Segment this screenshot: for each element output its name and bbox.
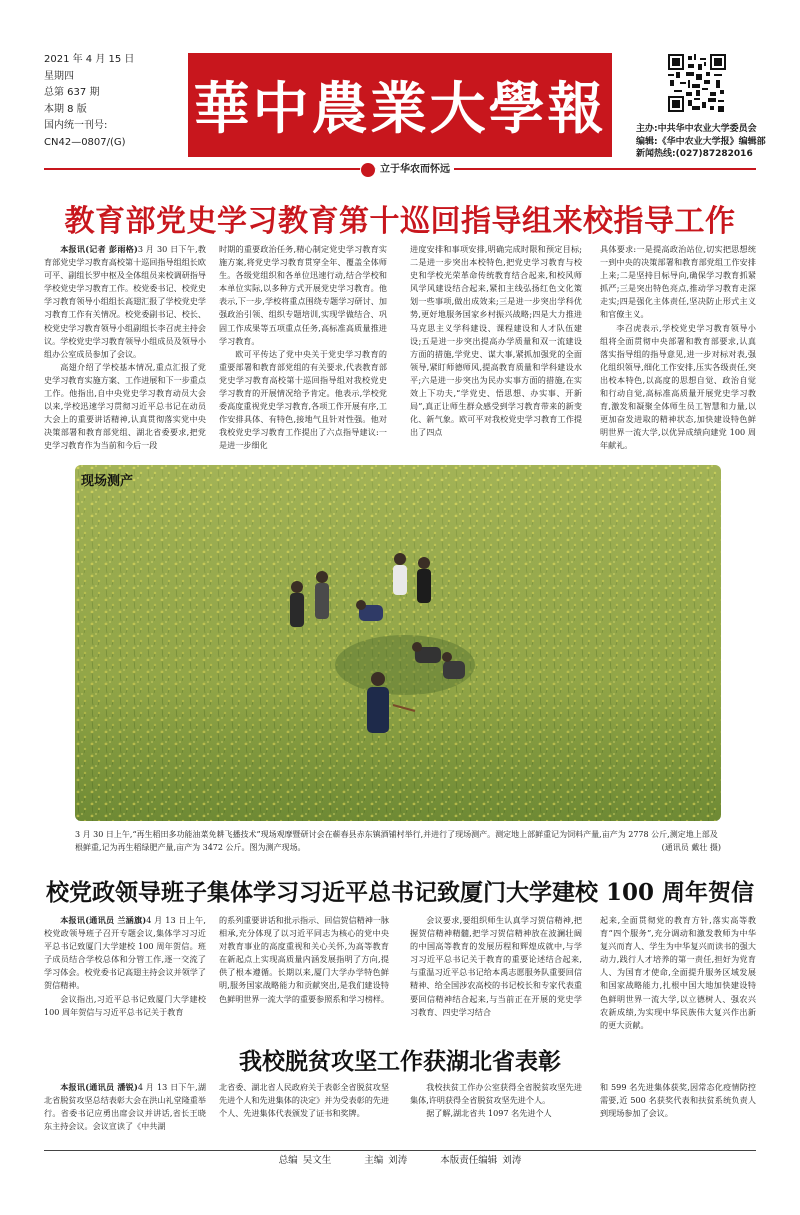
article2-col2-p1: 的系列重要讲话和批示指示、回信贺信精神一脉相承,充分体现了以习近平同志为核心的党中央对教育事业的高度重视和关心关怀,为高等教育在新起点上实现高质量内涵发展指明了方向,提供了根本遵循。长期以来,厦门大学办学特色鲜明,服务国家战略能力和贡献突出,是我们建设特色鲜明世界一流大学的重要参照系和学习榜样。 <box>219 915 389 1004</box>
article1-col1-p2: 高翅介绍了学校基本情况,重点汇报了党史学习教育实施方案、工作进展和下一步重点工作。他指出,自中央党史学习教育动员大会以来,学校迅速学习贯彻习近平总书记在动员大会上的重要讲话精神,认真贯彻落实党中央决策部署和教育部党组、湖北省委要求,把党史学习教育作为当前和今后一段 <box>44 361 206 451</box>
masthead-title: 華中農業大學報 <box>193 76 607 142</box>
article3-col2-p1: 北省委、湖北省人民政府关于表彰全省脱贫攻坚先进个人和先进集体的决定》并为受表彰的先进个人、先进集体代表颁发了证书和奖牌。 <box>219 1082 389 1119</box>
issue-meta <box>44 52 134 151</box>
issue-serial-number: CN42—0807/(G) <box>44 136 126 148</box>
article1-col1 <box>44 243 206 459</box>
publisher-sponsor: 主办:中共华中农业大学委员会 <box>636 124 757 134</box>
footer-divider <box>44 1150 756 1151</box>
field-photo-illustration <box>75 465 721 821</box>
article2-col4-p1: 起来,全面贯彻党的教育方针,落实高等教育“四个服务”,充分调动和激发教师为中华复兴而育人、学生为中华复兴而读书的强大动力,践行人才培养的第一责任,担好为党育人、为国育才使命,全面提升服务区域发展和国家战略能力,扎根中国大地加快建设特色鲜明世界一流大学,以立德树人、强农兴农新成绩,为实现中华民族伟大复兴作出新的更大贡献。 <box>600 915 756 1030</box>
article2-col3-p1: 会议要求,要组织师生认真学习贺信精神,把握贺信精神精髓,把学习贺信精神放在波澜壮阔的中国高等教育的发展历程和辉煌成就中,与学习习近平总书记关于教育的重要论述结合起来,与重温习近平总书记给本禹志愿服务队重要回信精神、给全国涉农高校的书记校长和专家代表重要回信精神结合起来,与当前正在开展的党史学习教育、四史学习结合 <box>410 915 582 1017</box>
issue-weekday: 星期四 <box>44 70 74 82</box>
article1-headline: 教育部党史学习教育第十巡回指导组来校指导工作 <box>64 204 736 239</box>
article2-col3 <box>410 914 582 1030</box>
article3-col3-p1: 我校扶贫工作办公室获得全省脱贫攻坚先进集体,许明获得全省脱贫攻坚先进个人。 <box>410 1082 582 1106</box>
article3-col1-p1: 本报讯(通讯员 潘锐)4 月 13 日下午,湖北省脱贫攻坚总结表彰大会在洪山礼堂隆重举行。省委书记应勇出席会议并讲话,省长王晓东主持会议。会议宣读了《中共湖 <box>44 1082 206 1132</box>
article2-lead: 本报讯(通讯员 兰涵旗) <box>60 915 147 925</box>
photo-credit: (通讯员 戴壮 摄) <box>661 843 721 852</box>
article1-col4-p1: 具体要求:一是提高政治站位,切实把思想统一到中央的决策部署和教育部党组工作安排上来;二是坚持目标导向,确保学习教育抓紧抓严;三是突出特色亮点,推动学习教育走深走实;四是强化主体责任,坚决防止形式主义和官僚主义。 <box>600 244 756 320</box>
article3-col4 <box>600 1081 756 1145</box>
publisher-hotline: 新闻热线:(027)87282016 <box>636 149 753 159</box>
article2-col1 <box>44 914 206 1030</box>
article3-col3-p2: 据了解,湖北省共 1097 名先进个人 <box>426 1108 552 1119</box>
footer-chief: 总编 吴文生 <box>278 1155 332 1166</box>
photo-tag: 现场测产 <box>81 474 134 489</box>
publisher-editor: 编辑:《华中农业大学报》编辑部 <box>636 136 766 147</box>
article2-col1-p2: 会议指出,习近平总书记致厦门大学建校 100 周年贺信与习近平总书记关于教育 <box>44 993 206 1017</box>
article3-col1 <box>44 1081 206 1145</box>
article1-col1-p1: 本报讯(记者 彭雨格)3 月 30 日下午,教育部党史学习教育高校第十巡回指导组组长欧可平、副组长罗中枢及全体组员来校调研指导学校党史学习教育工作。校党委书记、校党史学习教育领导小组组长高翅汇报了学校党史学习教育工作有关情况。校党委副书记、校长、校党史学习教育领导小组副组长李召虎主持会议。学校党史学习教育领导小组成员及领导小组办公室成员参加了会议。 <box>44 244 206 359</box>
article3-lead: 本报讯(通讯员 潘锐) <box>60 1082 138 1092</box>
article2-col1-p1: 本报讯(通讯员 兰涵旗)4 月 13 日上午,校党政领导班子召开专题会议,集体学习习近平总书记致厦门大学建校 100 周年贺信。班子成员结合学校总体和分管工作,逐一交流了学习体会。校党委书记高翅主持会议并领学了贺信精神。 <box>44 915 206 991</box>
article1-col4-p2: 李召虎表示,学校党史学习教育领导小组将全面贯彻中央部署和教育部要求,认真落实指导组的指导意见,进一步对标对表,强化组织领导,细化工作安排,压实各级责任,突出校本特色,以高度的思想自觉、政治自觉和行动自觉,高标准高质量开展党史学习教育,激发和凝聚全体师生员工智慧和力量,以更加奋发进取的精神状态,加快建设特色鲜明世界一流大学,以优异成绩向建党 100 周年献礼。 <box>600 322 756 451</box>
issue-date: 2021 年 4 月 15 日 <box>44 54 135 65</box>
article2-col2 <box>219 914 389 1030</box>
slogan: 立于华农而怀远 <box>376 160 454 175</box>
article1-col2 <box>219 243 387 459</box>
photo-caption <box>75 828 721 854</box>
issue-pages: 本期 8 版 <box>44 103 87 115</box>
article2-col4 <box>600 914 756 1030</box>
footer-page-editor: 本版责任编辑 刘涛 <box>440 1155 522 1166</box>
qr-code-icon <box>668 54 726 112</box>
article3-headline: 我校脱贫攻坚工作获湖北省表彰 <box>239 1048 561 1075</box>
issue-serial-label: 国内统一刊号: <box>44 120 108 131</box>
footer-credits <box>0 1152 800 1166</box>
article1-col2-p2: 欧可平传达了党中央关于党史学习教育的重要部署和教育部党组的有关要求,代表教育部党史学习教育高校第十巡回指导组对我校党史学习教育的开展情况给予肯定。他表示,学校党委高度重视党史学习教育,各项工作开展有序,工作安排具体、有特色,接地气且针对性强。他对我校党史学习教育工作提出了六点指导建议:一是进一步细化 <box>219 348 387 451</box>
article3-col2 <box>219 1081 389 1145</box>
article1-col2-p1: 时期的重要政治任务,精心制定党史学习教育实施方案,将党史学习教育贯穿全年、覆盖全体师生。各级党组织和各单位迅速行动,结合学校和本单位实际,以多种方式开展党史学习教育。他表示,下一步,学校将重点围绕专题学习研讨、加强政治引领、组织专题培训,实现学做结合、巩固工作成果等五项重点任务,高标准高质量推进学习教育。 <box>219 244 387 346</box>
university-seal-icon <box>360 162 376 178</box>
article3-col3 <box>410 1081 582 1145</box>
publisher-info <box>636 123 766 161</box>
footer-editor: 主编 刘涛 <box>364 1155 408 1166</box>
field-photo <box>75 465 721 821</box>
article1-col3 <box>410 243 582 459</box>
article2-headline: 校党政领导班子集体学习习近平总书记致厦门大学建校 100 周年贺信 <box>45 879 755 906</box>
article1-col3-p1: 进度安排和事项安排,明确完成时限和预定目标;二是进一步突出本校特色,把党史学习教育与校史和学校光荣革命传统教育结合起来,和校风师风学风建设结合起来,紧扣主线弘扬红色文化策划一些事项,做出成效来;三是进一步突出学科优势,更好地服务国家乡村振兴战略;四是大力推进马克思主义学科建设、课程建设和人才队伍建设;五是进一步突出提高办学质量和双一流建设方面的措施,学党史、谋大事,紧抓加强党的全面领导,紧盯师德师风,提高教育质量和学科建设水平;六是进一步突出为民办实事方面的措施,在实效上下功夫,“学党史、悟思想、办实事、开新局”,真正让师生群众感受到学习教育带来的新变化、新气象。欧可平对我校党史学习教育工作提出了四点 <box>410 244 582 438</box>
article1-lead: 本报讯(记者 彭雨格) <box>60 244 138 254</box>
masthead <box>188 53 612 157</box>
article1-col4 <box>600 243 756 459</box>
article3-col4-p1: 和 599 名先进集体获奖,因常态化疫情防控需要,近 500 名获奖代表和扶贫系统负责人到现场参加了会议。 <box>600 1082 756 1119</box>
photo-caption-text: 3 月 30 日上午,“再生稻田多功能油菜免耕飞播技术”现场观摩暨研讨会在蕲春县赤东镇酒铺村举行,并进行了现场测产。测定地上部鲜重记为饲料产量,亩产为 2778 公斤,测定地上部及根鲜重,记为再生稻绿肥产量,亩产为 3472 公斤。图为测产现场。 <box>75 830 718 852</box>
issue-total: 总第 637 期 <box>44 87 100 98</box>
